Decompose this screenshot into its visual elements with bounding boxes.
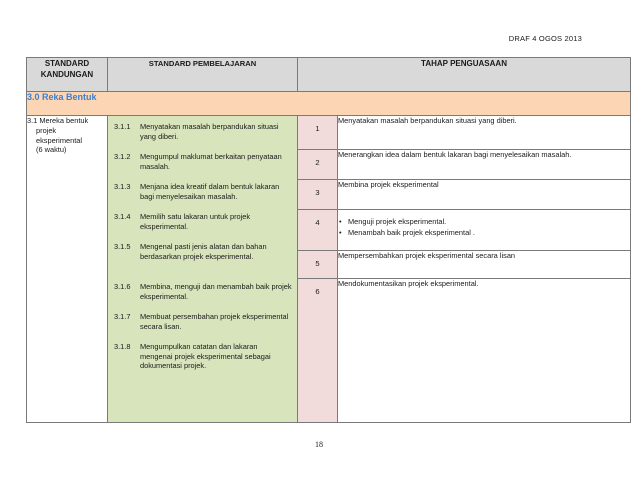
page-number: 18 (315, 440, 323, 449)
level-number: 5 (315, 259, 320, 268)
header-standard-pembelajaran: STANDARD PEMBELAJARAN (108, 58, 298, 92)
level-number: 2 (315, 158, 320, 167)
level-description: Menerangkan idea dalam bentuk lakaran bagi menyelesaikan masalah. (338, 150, 631, 180)
level-number: 6 (315, 287, 320, 296)
sk-line-1: 3.1 Mereka bentuk (27, 116, 89, 125)
standard-kandungan-cell (27, 116, 108, 423)
topic-row (27, 92, 631, 116)
sp-text: Memilih satu lakaran untuk projek eksperimental. (140, 212, 251, 231)
header-tahap-penguasaan: TAHAP PENGUASAAN (298, 58, 631, 92)
sp-item (114, 242, 295, 261)
level-description: Mendokumentasikan projek eksperimental. (338, 279, 631, 423)
sp-item (114, 122, 295, 141)
sk-line-4: (6 waktu) (36, 145, 67, 155)
sp-item (114, 182, 295, 201)
sp-item (114, 342, 295, 371)
sp-text: Mengumpulkan catatan dan lakaran mengenai projek eksperimental sebagai dokumentasi projek. (140, 342, 271, 371)
level-description: Membina projek eksperimental (338, 180, 631, 210)
level-cell (298, 116, 338, 150)
level-4-bullets (338, 217, 630, 238)
sp-item (114, 152, 295, 171)
level-cell (298, 251, 338, 279)
level-cell (298, 279, 338, 423)
sp-number: 3.1.5 (114, 242, 131, 251)
sp-text: Menjana idea kreatif dalam bentuk lakaran bagi menyelesaikan masalah. (140, 182, 280, 201)
sk-line-2: projek (36, 125, 57, 135)
standard-pembelajaran-cell (108, 116, 298, 423)
level-cell (298, 210, 338, 251)
sp-item (114, 212, 295, 231)
level-description (338, 210, 631, 251)
sp-number: 3.1.1 (114, 122, 131, 131)
curriculum-table (26, 57, 631, 423)
sp-number: 3.1.7 (114, 312, 131, 321)
level-description: Menyatakan masalah berpandukan situasi yang diberi. (338, 116, 631, 150)
level-number: 1 (315, 124, 320, 133)
sp-number: 3.1.2 (114, 152, 131, 161)
sp-number: 3.1.8 (114, 342, 131, 351)
sp-item (114, 312, 295, 331)
level-cell (298, 180, 338, 210)
header-standard-kandungan: STANDARD KANDUNGAN (27, 58, 108, 92)
sp-number: 3.1.4 (114, 212, 131, 221)
sp-text: Menyatakan masalah berpandukan situasi yang diberi. (140, 122, 279, 141)
topic-title: 3.0 Reka Bentuk (27, 92, 97, 102)
sp-text: Membina, menguji dan menambah baik projek eksperimental. (140, 282, 292, 301)
bullet-item: • Menguji projek eksperimental. (338, 217, 630, 228)
sp-text: Membuat persembahan projek eksperimental secara lisan. (140, 312, 289, 331)
sp-text: Mengenal pasti jenis alatan dan bahan berdasarkan projek eksperimental. (140, 242, 267, 261)
level-cell (298, 150, 338, 180)
level-number: 4 (315, 218, 320, 227)
draft-label: DRAF 4 OGOS 2013 (508, 34, 582, 43)
sp-number: 3.1.6 (114, 282, 131, 291)
level-number: 3 (315, 188, 320, 197)
sk-line-3: eksperimental (36, 135, 83, 145)
sp-text: Mengumpul maklumat berkaitan penyataan masalah. (140, 152, 282, 171)
sp-item (114, 282, 295, 301)
sp-number: 3.1.3 (114, 182, 131, 191)
level-description: Mempersembahkan projek eksperimental secara lisan (338, 251, 631, 279)
bullet-item: • Menambah baik projek eksperimental . (338, 228, 630, 239)
